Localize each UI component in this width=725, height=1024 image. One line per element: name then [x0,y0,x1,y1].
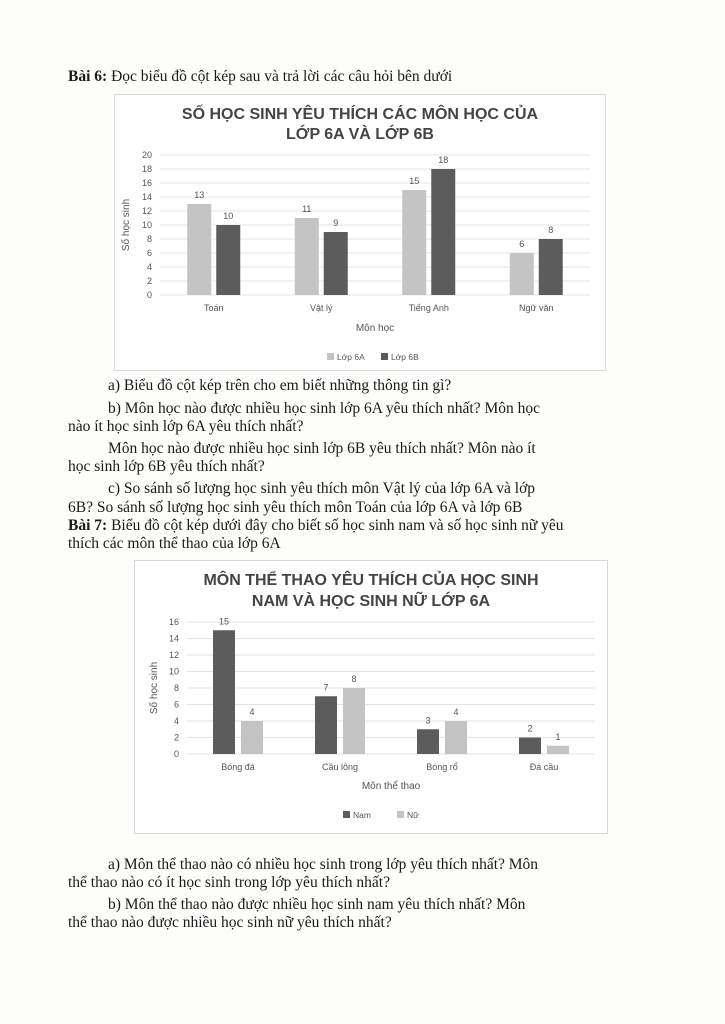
data-label: 15 [218,616,230,627]
bai7-heading [68,517,564,535]
legend-label: Lớp 6A [337,352,365,362]
y-tick-label: 10 [141,220,152,230]
y-tick-label: 14 [141,192,152,202]
bar [547,746,569,754]
bai6-label: Bài 6: [68,68,108,85]
bai7-label: Bài 7: [68,517,108,534]
bar [213,630,235,754]
bai7-intro-line1: Biểu đồ cột kép dưới đây cho biết số học sinh nam và số học sinh nữ yêu [111,517,564,534]
bar [324,232,348,295]
data-label: 3 [425,715,431,726]
y-tick-label: 12 [168,650,179,660]
bar [417,729,439,754]
bai6-question-a: a) Biểu đồ cột kép trên cho em biết những thông tin gì? [108,377,452,394]
bai6-question-b-line2: nào ít học sinh lớp 6A yêu thích nhất? [68,418,304,435]
bai6-question-b-line4: học sinh lớp 6B yêu thích nhất? [68,458,265,475]
y-axis-label: Số học sinh [121,198,132,252]
y-tick-label: 6 [173,699,179,710]
y-tick-label: 14 [168,633,179,644]
chart-7-container [134,560,608,834]
bai6-question-b-line1: b) Môn học nào được nhiều học sinh lớp 6A yêu thích nhất? Môn học [108,400,541,417]
bar [343,688,365,754]
data-label: 9 [333,218,339,228]
y-tick-label: 18 [141,164,152,174]
chart-6-container [114,94,606,371]
chart-title-line1: MÔN THỂ THAO YÊU THÍCH CỦA HỌC SINH [203,572,539,589]
x-tick-label: Đá cầu [529,762,559,772]
data-label: 4 [249,707,255,717]
bai7-question-b-line2: thể thao nào được nhiều học sinh nữ yêu thích nhất? [68,914,392,931]
legend-swatch [397,811,404,818]
x-axis-label: Môn học [355,323,395,334]
y-tick-label: 10 [168,666,179,677]
legend-label: Nữ [407,810,419,820]
legend-label: Lớp 6B [391,352,419,362]
chart-title-line1: SỐ HỌC SINH YÊU THÍCH CÁC MÔN HỌC CỦA [181,106,539,123]
data-label: 8 [351,674,357,684]
x-tick-label: Tiếng Anh [408,303,449,313]
data-label: 6 [519,239,525,249]
chart-title-line2: LỚP 6A VÀ LỚP 6B [286,126,434,143]
bar [241,721,263,754]
data-label: 10 [223,211,234,221]
y-tick-label: 0 [146,290,152,300]
chart-7 [135,561,607,833]
data-label: 15 [409,176,420,186]
bai6-question-c-line2: 6B? So sánh số lượng học sinh yêu thích môn Toán của lớp 6A và lớp 6B [68,499,523,516]
legend-swatch [381,353,388,360]
bar [315,696,337,754]
y-tick-label: 16 [141,178,152,188]
bai7-question-a-line1: a) Môn thể thao nào có nhiều học sinh trong lớp yêu thích nhất? Môn [108,856,539,873]
legend-label: Nam [353,810,371,820]
y-tick-label: 4 [146,262,152,272]
bar [519,738,541,755]
bai6-heading [68,68,452,86]
data-label: 8 [548,225,554,235]
data-label: 2 [527,723,533,734]
y-tick-label: 6 [146,248,152,258]
bar [431,169,455,295]
bai6-question-b-line3: Môn học nào được nhiều học sinh lớp 6B yêu thích nhất? Môn nào ít [108,440,536,457]
data-label: 4 [453,707,459,717]
bai6-question-c-line1: c) So sánh số lượng học sinh yêu thích môn Vật lý của lớp 6A và lớp [108,480,536,497]
y-axis-label: Số học sinh [149,661,160,715]
bai7-intro-line2: thích các môn thể thao của lớp 6A [68,535,281,552]
y-tick-label: 2 [173,732,179,743]
bar [216,225,240,295]
bar [402,190,426,295]
y-tick-label: 4 [173,716,179,726]
x-tick-label: Ngữ văn [518,303,554,313]
bar [295,218,319,295]
data-label: 13 [194,190,205,200]
y-tick-label: 8 [146,234,152,244]
bar [445,721,467,754]
data-label: 18 [438,155,449,165]
y-tick-label: 8 [173,683,179,693]
bai7-question-b-line1: b) Môn thể thao nào được nhiều học sinh nam yêu thích nhất? Môn [108,896,526,913]
chart-title-line2: NAM VÀ HỌC SINH NỮ LỚP 6A [251,593,491,610]
bar [539,239,563,295]
x-tick-label: Bóng rổ [426,762,458,772]
chart-6 [115,95,605,370]
legend-swatch [327,353,334,360]
bai6-intro: Đọc biểu đồ cột kép sau và trả lời các câu hỏi bên dưới [111,68,453,85]
y-tick-label: 12 [141,206,152,216]
x-tick-label: Bóng đá [221,762,255,772]
bai7-question-a-line2: thể thao nào có ít học sinh trong lớp yêu thích nhất? [68,874,390,891]
y-tick-label: 16 [168,617,179,627]
bar [187,204,211,295]
x-tick-label: Toán [203,303,224,313]
data-label: 1 [555,731,561,742]
x-tick-label: Cầu lông [321,762,359,772]
x-tick-label: Vật lý [309,303,333,313]
y-tick-label: 0 [173,749,179,759]
bar [510,253,534,295]
y-tick-label: 2 [146,276,152,286]
data-label: 7 [323,682,329,693]
x-axis-label: Môn thể thao [361,781,421,792]
y-tick-label: 20 [141,150,152,160]
data-label: 11 [302,204,312,214]
legend-swatch [343,811,350,818]
